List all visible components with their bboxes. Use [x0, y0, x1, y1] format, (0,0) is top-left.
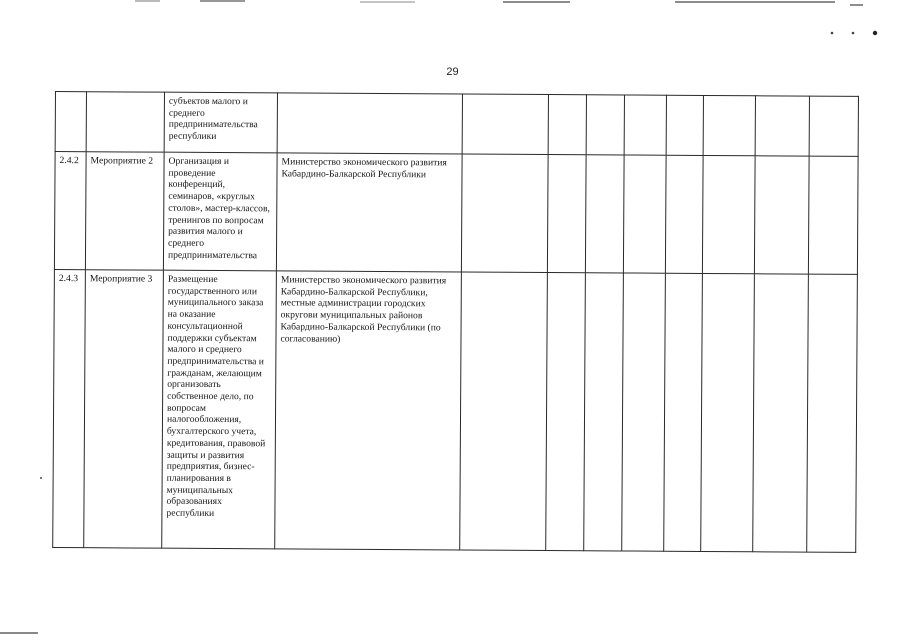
- row-number: 2.4.3: [53, 269, 86, 547]
- activity-description: Размещение государственного или муниципального заказа на оказание консультационной поддержки субъектам малого и среднего предпринимательства и гражданам, желающим организовать собственное дело, по вопросам налогообложения, бухгалтерского учета, кредитования, правовой защиты и развития предприятия, бизнес-планирования в муниципальных образованиях республики: [162, 270, 277, 549]
- empty-cell: [622, 273, 666, 551]
- empty-cell: [462, 94, 548, 155]
- empty-cell: [807, 274, 858, 552]
- empty-cell: [624, 95, 666, 155]
- empty-cell: [665, 155, 703, 273]
- scan-header-marks: [0, 0, 905, 40]
- empty-cell: [702, 155, 755, 273]
- activity-name: Мероприятие 2: [85, 152, 164, 270]
- empty-cell: [461, 154, 548, 273]
- empty-cell: [664, 273, 703, 551]
- empty-cell: [548, 95, 586, 155]
- empty-cell: [703, 95, 755, 155]
- row-number: 2.4.2: [54, 152, 86, 270]
- table-row: [55, 92, 858, 157]
- activity-description: субъектов малого и среднего предпринимательства республики: [164, 92, 277, 153]
- empty-cell: [701, 273, 755, 551]
- scan-speck: [40, 477, 42, 479]
- activity-executor: [277, 93, 462, 154]
- empty-cell: [754, 156, 809, 274]
- row-number: [55, 92, 86, 152]
- empty-cell: [460, 272, 548, 551]
- activity-executor: Министерство экономического развития Кабардино-Балкарской Республики, местные администрации городских округови муниципальных районов Кабардино-Балкарской Республики (по согласованию): [275, 271, 462, 550]
- empty-cell: [809, 96, 858, 156]
- empty-cell: [755, 96, 809, 156]
- activity-name: [86, 92, 164, 152]
- empty-cell: [586, 95, 624, 155]
- scan-footer-mark: [0, 632, 38, 634]
- empty-cell: [585, 155, 624, 273]
- empty-cell: [666, 95, 703, 155]
- empty-cell: [547, 155, 586, 273]
- table-row: [53, 269, 858, 552]
- activity-table: [52, 91, 859, 553]
- activity-description: Организация и проведение конференций, семинаров, «круглых столов», мастер-классов, тренингов по вопросам развития малого и среднего предпринимательства: [163, 152, 277, 271]
- activity-executor: Министерство экономического развития Кабардино-Балкарской Республики: [276, 153, 462, 272]
- activity-name: Мероприятие 3: [84, 270, 164, 548]
- empty-cell: [753, 274, 809, 552]
- table-row: [54, 152, 858, 275]
- empty-cell: [623, 155, 666, 273]
- empty-cell: [584, 273, 624, 551]
- page-number: 29: [446, 66, 459, 78]
- empty-cell: [808, 156, 858, 274]
- empty-cell: [546, 273, 586, 551]
